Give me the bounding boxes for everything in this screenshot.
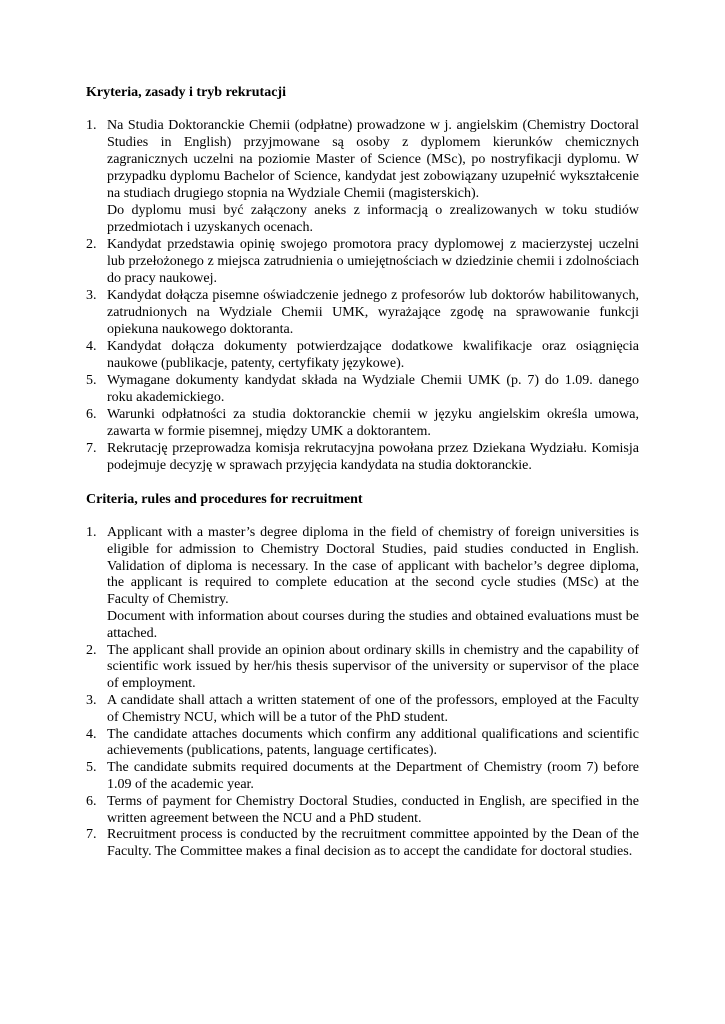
document-page bbox=[86, 84, 639, 861]
list-item bbox=[86, 117, 639, 236]
item-number: 5. bbox=[86, 760, 97, 776]
list-item bbox=[86, 287, 639, 338]
item-number: 3. bbox=[86, 692, 97, 708]
list-item bbox=[86, 643, 639, 693]
item-number: 1. bbox=[86, 118, 97, 133]
list-item bbox=[86, 760, 639, 794]
item-number: 3. bbox=[86, 288, 97, 303]
item-text: Terms of payment for Chemistry Doctoral Studies, conducted in English, are specified in the written agreement between the NCU and a PhD student. bbox=[107, 793, 639, 826]
item-text: The candidate submits required documents at the Department of Chemistry (room 7) before 1.09 of the academic year. bbox=[107, 760, 639, 792]
list-item bbox=[86, 693, 639, 727]
item-number: 5. bbox=[86, 373, 97, 388]
polish-section-title: Kryteria, zasady i tryb rekrutacji bbox=[86, 85, 286, 100]
list-item bbox=[86, 372, 639, 406]
list-item bbox=[86, 794, 639, 828]
item-number: 2. bbox=[86, 237, 97, 252]
item-text: Document with information about courses during the studies and obtained evaluations must be attached. bbox=[107, 608, 639, 641]
list-item bbox=[86, 727, 639, 761]
item-number: 4. bbox=[86, 339, 97, 354]
list-item bbox=[86, 440, 639, 474]
item-text: Wymagane dokumenty kandydat składa na Wydziale Chemii UMK (p. 7) do 1.09. danego roku akademickiego. bbox=[107, 373, 639, 405]
english-section bbox=[86, 491, 639, 861]
english-section-title: Criteria, rules and procedures for recruitment bbox=[86, 492, 363, 507]
item-text: Do dyplomu musi być załączony aneks z informacją o zrealizowanych w toku studiów przedmiotach i uzyskanych ocenach. bbox=[107, 203, 639, 235]
item-number: 6. bbox=[86, 407, 97, 422]
item-text: Recruitment process is conducted by the recruitment committee appointed by the Dean of the Faculty. The Committee makes a final decision as to accept the candidate for doctoral studies. bbox=[107, 827, 639, 860]
list-item bbox=[86, 525, 639, 643]
polish-section bbox=[86, 84, 639, 474]
item-text: The applicant shall provide an opinion about ordinary skills in chemistry and the capability of scientific work issued by her/his thesis supervisor of the university or supervisor of the place of employment. bbox=[107, 642, 639, 692]
item-text: Warunki odpłatności za studia doktoranckie chemii w języku angielskim określa umowa, zawarta w formie pisemnej, między UMK a doktorantem. bbox=[107, 407, 639, 439]
item-number: 6. bbox=[86, 793, 97, 809]
item-number: 2. bbox=[86, 642, 97, 658]
item-number: 7. bbox=[86, 827, 97, 843]
item-text: Na Studia Doktoranckie Chemii (odpłatne) prowadzone w j. angielskim (Chemistry Doctoral Studies in English) przyjmowane są osoby z dyplomem kierunków chemicznych zagranicznych uczelni na poziomie Master of Science (MSc), po nostryfikacji dyplomu. W przypadku dyplomu Bachelor of Science, kandydat jest zobowiązany uzupełnić wykształcenie na studiach drugiego stopnia na Wydziale Chemii (magisterskich). bbox=[107, 118, 639, 201]
list-item bbox=[86, 406, 639, 440]
item-text: Applicant with a master’s degree diploma in the field of chemistry of foreign universities is eligible for admission to Chemistry Doctoral Studies, paid studies conducted in English. Validation of diploma is necessary. In the case of applicant with bachelor’s degree diploma, the applicant is required to complete education at the second cycle studies (MSc) at the Faculty of Chemistry. bbox=[107, 525, 639, 608]
item-number: 1. bbox=[86, 525, 97, 540]
item-number: 7. bbox=[86, 441, 97, 456]
polish-requirements-list bbox=[86, 117, 639, 474]
list-item bbox=[86, 236, 639, 287]
english-requirements-list bbox=[86, 525, 639, 861]
item-text: Rekrutację przeprowadza komisja rekrutacyjna powołana przez Dziekana Wydziału. Komisja podejmuje decyzję w sprawach przyjęcia kandydata na studia doktoranckie. bbox=[107, 441, 639, 473]
item-text: Kandydat dołącza pisemne oświadczenie jednego z profesorów lub doktorów habilitowanych, zatrudnionych na Wydziale Chemii UMK, wyrażające zgodę na sprawowanie funkcji opiekuna naukowego doktoranta. bbox=[107, 288, 639, 337]
item-text: The candidate attaches documents which confirm any additional qualifications and scientific achievements (publications, patents, language certificates). bbox=[107, 726, 639, 759]
list-item bbox=[86, 827, 639, 861]
item-text: A candidate shall attach a written statement of one of the professors, employed at the Faculty of Chemistry NCU, which will be a tutor of the PhD student. bbox=[107, 692, 639, 725]
item-text: Kandydat dołącza dokumenty potwierdzające dodatkowe kwalifikacje oraz osiągnięcia naukowe (publikacje, patenty, certyfikaty językowe). bbox=[107, 339, 639, 371]
item-number: 4. bbox=[86, 726, 97, 742]
list-item bbox=[86, 338, 639, 372]
item-text: Kandydat przedstawia opinię swojego promotora pracy dyplomowej z macierzystej uczelni lub przełożonego z miejsca zatrudnienia o umiejętnościach w dziedzinie chemii i zdolnościach do pracy naukowej. bbox=[107, 237, 639, 286]
